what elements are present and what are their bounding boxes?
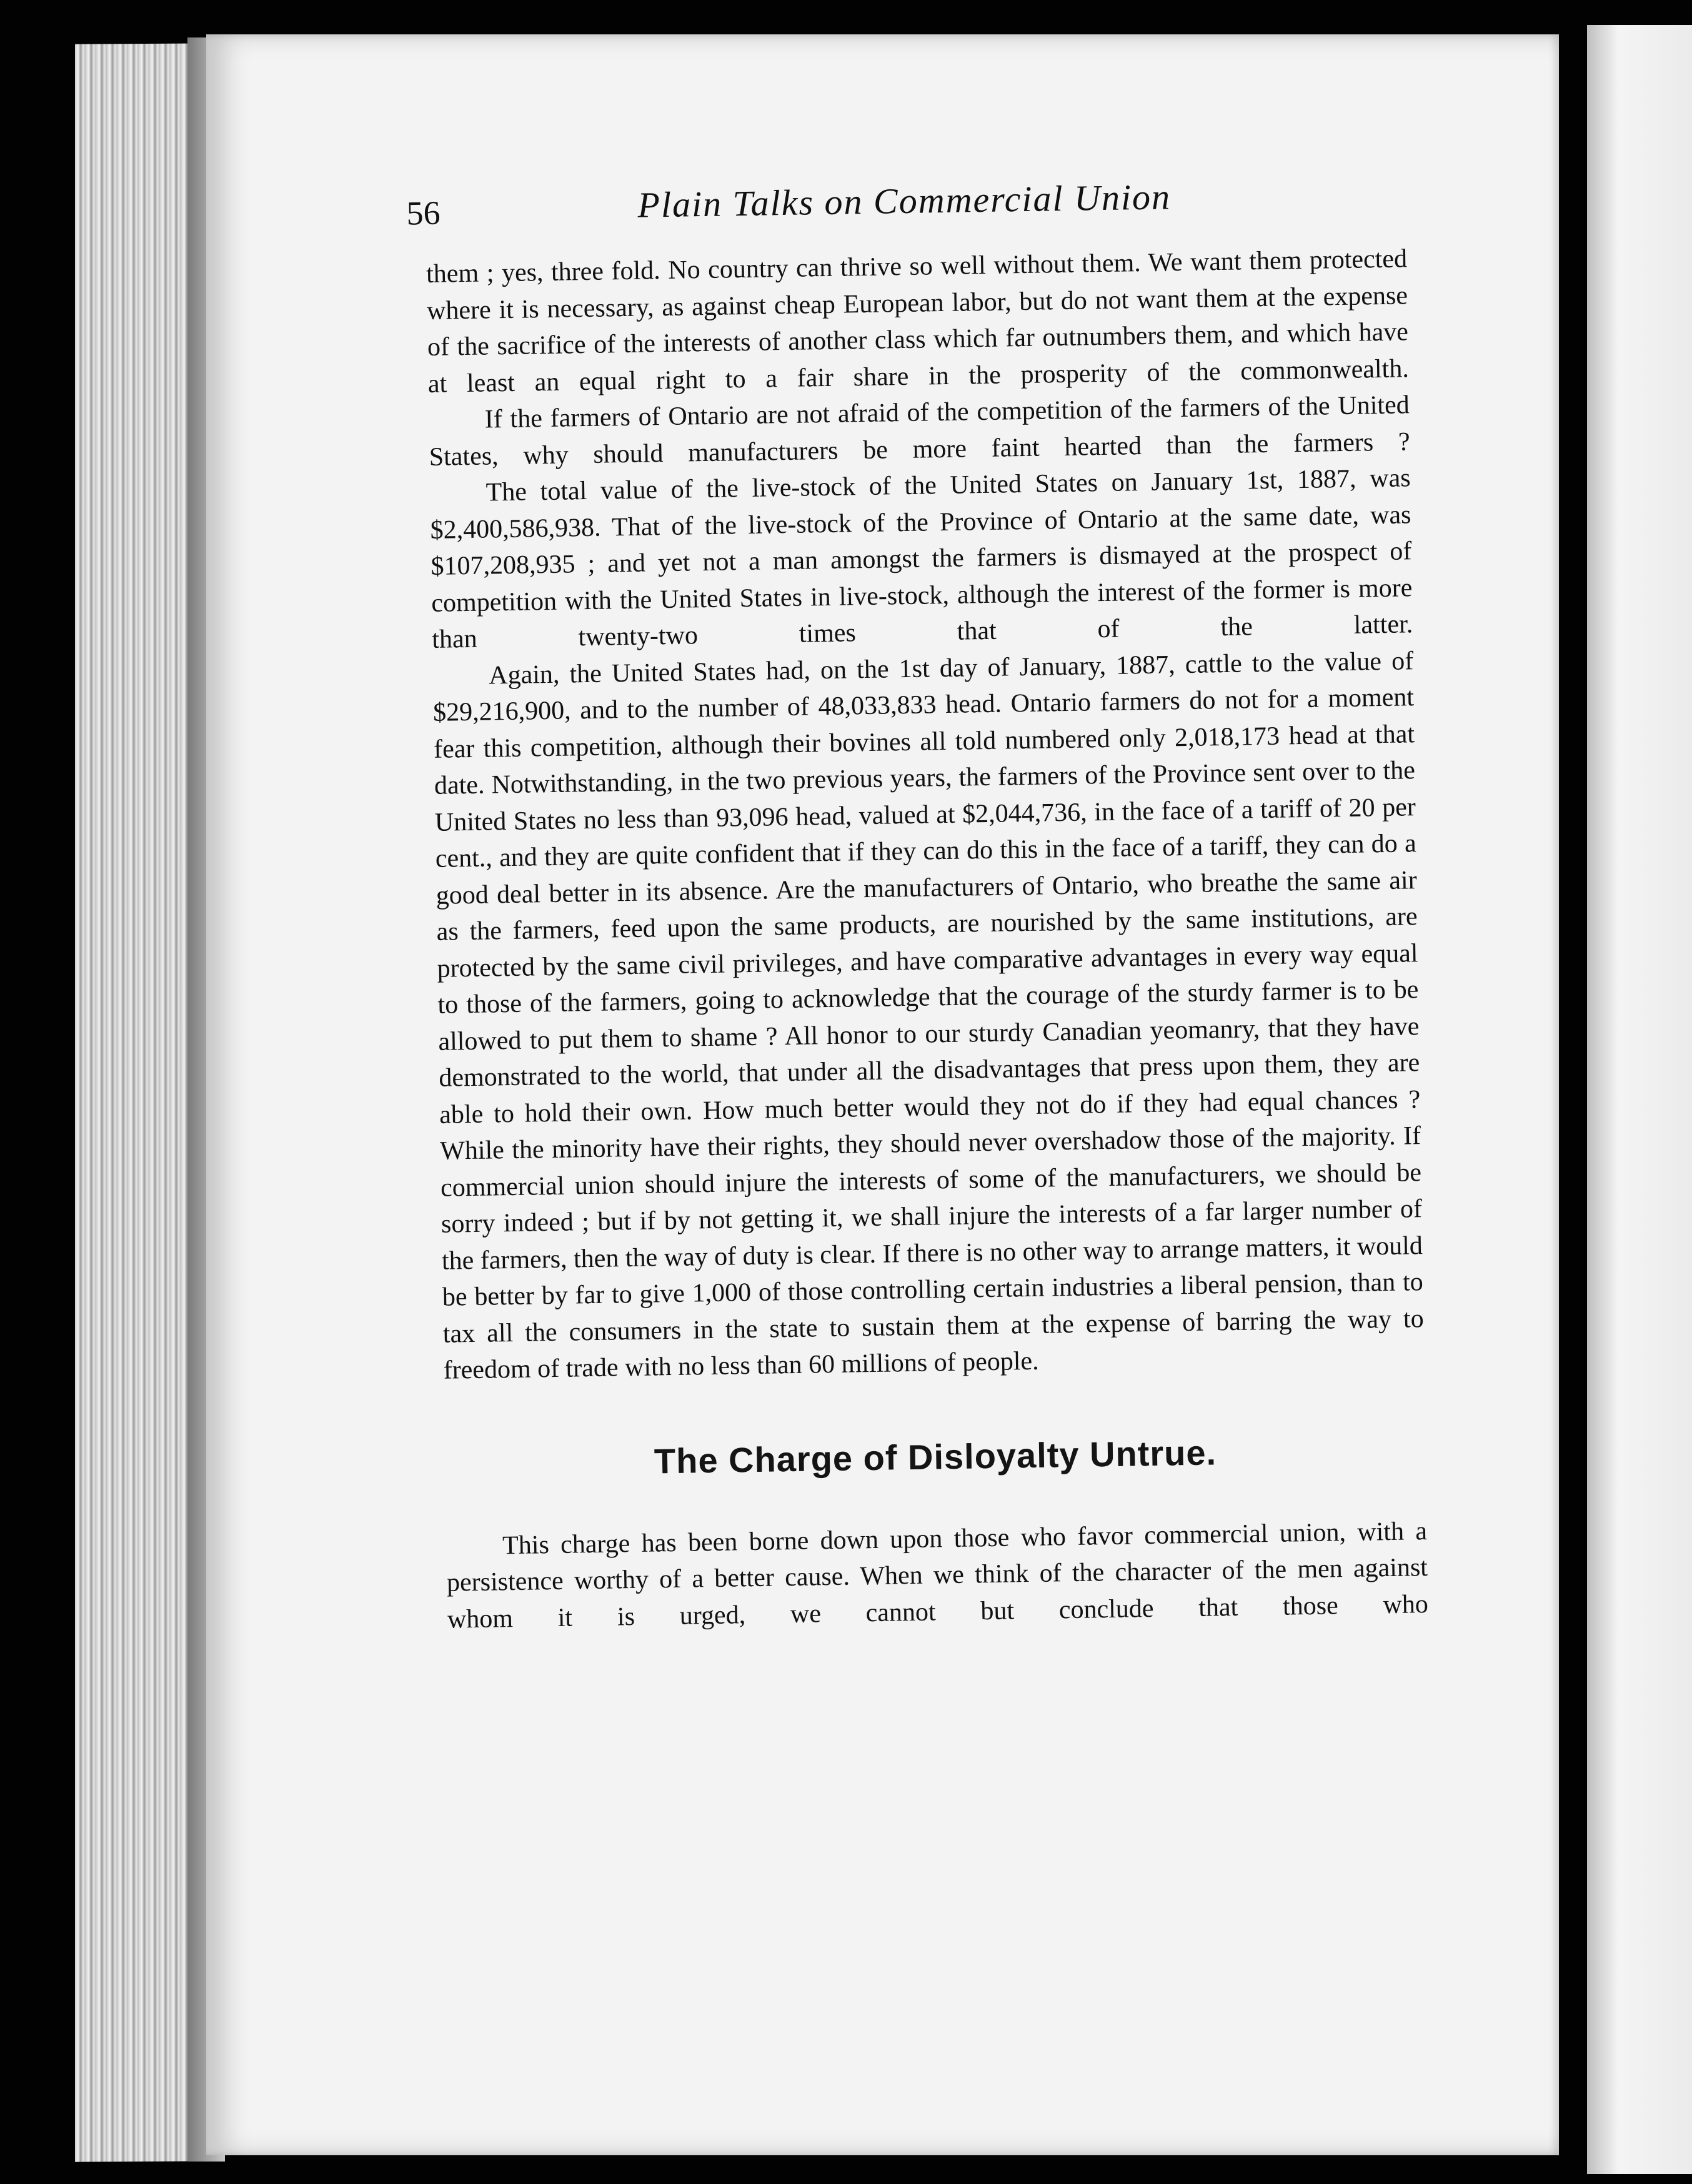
paragraph-live-stock-value: The total value of the live-stock of the United States on January 1st, 1887, was $2,400,586,938. That of the live-stock of the Province of Ontario at the same date, was $107,208,935 ; and yet not a man amongst the farmers is dismayed at the prospect of competition with the United States in live-stock, although the interest of the former is more than twenty-two times that of the latter.	[430, 464, 1413, 654]
paragraph-continued: them ; yes, three fold. No country can thrive so well without them. We want them protected where it is necessary, as against cheap European labor, but do not want them at the expense of the sacrifice of the interests of another class which far outnumbers them, and which have at least an equal right to a fair share in the prosperity of the commonwealth.	[425, 244, 1410, 399]
running-head-title: Plain Talks on Commercial Union	[637, 176, 1172, 226]
paragraph-disloyalty-charge: This charge has been borne down upon those who favor commercial union, with a persistence worthy of a better cause. When we think of the character of the men against whom it is urged, we cannot but conclude that those who	[446, 1516, 1429, 1634]
facing-page-edge	[1587, 25, 1692, 2174]
page-number: 56	[406, 194, 441, 232]
page-text-block	[406, 172, 1429, 1637]
paragraph-cattle-comparison: Again, the United States had, on the 1st day of January, 1887, cattle to the value of $29,216,900, and to the number of 48,033,833 head. Ontario farmers do not for a moment fear this competition, although their bovines all told numbered only 2,018,173 head at that date. Notwithstanding, in the two previous years, the farmers of the Province sent over to the United States no less than 93,096 head, valued at $2,044,736, in the face of a tariff of 20 per cent., and they are quite confident that if they can do this in the face of a tariff, they can do a good deal better in its absence. Are the manufacturers of Ontario, who breathe the same air as the farmers, feed upon the same products, are nourished by the same institutions, are protected by the same civil privileges, and have comparative advantages in every way equal to those of the farmers, going to acknowledge that the courage of the sturdy farmer is to be allowed to put them to shame ? All honor to our sturdy Canadian yeomanry, that they have demonstrated to the world, that under all the disadvantages that press upon them, they are able to hold their own. How much better would they not do if they had equal chances ? While the minority have their rights, they should never overshadow those of the majority. If commercial union should injure the interests of some of the manufacturers, we should be sorry indeed ; but if by not getting it, we shall injure the interests of a far larger number of the farmers, then the way of duty is clear. If there is no other way to arrange matters, it would be better by far to give 1,000 of those controlling certain industries a liberal pension, than to tax all the consumers in the state to sustain them at the expense of barring the way to freedom of trade with no less than 60 millions of people.	[432, 646, 1424, 1385]
section-heading: The Charge of Disloyalty Untrue.	[654, 1432, 1217, 1481]
paragraph-ontario-farmers: If the farmers of Ontario are not afraid of the competition of the farmers of the United States, why should manufacturers be more faint hearted than the farmers ?	[429, 390, 1410, 472]
